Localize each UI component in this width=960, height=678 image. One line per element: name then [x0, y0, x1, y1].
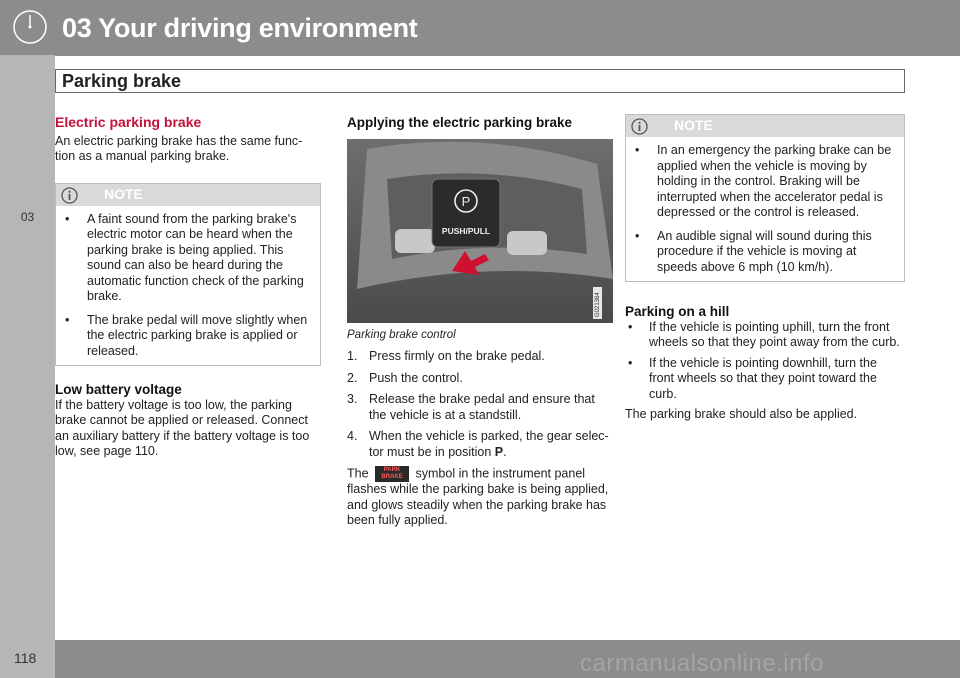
- left-margin: [0, 55, 55, 640]
- column-2: [347, 115, 613, 529]
- column-3: [625, 114, 905, 423]
- info-icon: [61, 187, 78, 204]
- note-list: [626, 137, 904, 281]
- photo-button-label: PUSH/PULL: [441, 225, 491, 236]
- hill-list: [625, 320, 905, 403]
- step-item: 4. When the vehicle is parked, the gear selec-tor must be in position P.: [347, 429, 609, 459]
- hill-end-text: The parking brake should also be applied.: [625, 407, 858, 421]
- note-list: [56, 206, 320, 366]
- parking-brake-photo: [347, 139, 613, 323]
- info-icon: [631, 118, 648, 135]
- parking-brake-control-illustration: [347, 139, 613, 323]
- hill-item: • If the vehicle is pointing downhill, turn the front wheels so that they point toward the curb.: [625, 356, 905, 403]
- park-brake-icon: PARK BRAKE: [375, 466, 409, 482]
- chapter-title: 03 Your driving environment: [62, 13, 418, 43]
- note-title: NOTE: [104, 185, 143, 202]
- note-title: NOTE: [674, 117, 713, 133]
- page-number: 118: [14, 650, 37, 666]
- note-item: • The brake pedal will move slightly when the electric parking brake is applied or released.: [56, 313, 312, 360]
- note-header: [56, 184, 320, 206]
- note-header: [626, 115, 904, 137]
- column-1: [55, 115, 321, 460]
- section-bar: [55, 69, 905, 93]
- steps-list: [347, 349, 613, 460]
- heading-electric-parking-brake: Electric parking brake: [55, 114, 202, 130]
- step-item: 1. Press firmly on the brake pedal.: [347, 349, 545, 363]
- step-item: 3. Release the brake pedal and ensure that the vehicle is at a standstill.: [347, 392, 595, 422]
- note-box: [55, 183, 321, 367]
- symbol-paragraph: The PARK BRAKE symbol in the instrument panel flashes while the parking bake is being applied, and glows steadily when the parking brake has been fully applied.: [347, 466, 609, 527]
- photo-caption: Parking brake control: [347, 328, 456, 341]
- photo-code: G021364: [595, 291, 601, 317]
- intro-text: An electric parking brake has the same func-tion as a manual parking brake.: [55, 133, 303, 163]
- note-box: [625, 114, 905, 282]
- watermark: carmanualsonline.info: [580, 650, 824, 677]
- section-title: Parking brake: [62, 71, 182, 91]
- heading-low-battery: Low battery voltage: [55, 382, 182, 397]
- chapter-tab: 03: [20, 210, 35, 224]
- low-battery-text: If the battery voltage is too low, the parking brake cannot be applied or released. Connect an auxiliary battery if the battery voltage is too low, see page 110.: [55, 397, 310, 458]
- heading-applying-brake: Applying the electric parking brake: [347, 115, 573, 130]
- svg-text:P: P: [461, 193, 471, 209]
- chapter-header: [0, 0, 960, 56]
- step-item: 2. Push the control.: [347, 370, 463, 385]
- note-item: • An audible signal will sound during this procedure if the vehicle is moving at speeds above 6 mph (10 km/h).: [626, 229, 896, 276]
- note-item: • A faint sound from the parking brake's electric motor can be heard when the parking brake is being applied. This sound can also be heard during the automatic function check of the parking brake.: [56, 212, 312, 305]
- heading-parking-on-hill: Parking on a hill: [625, 304, 730, 319]
- gauge-icon: [12, 9, 48, 45]
- note-item: • In an emergency the parking brake can be applied when the vehicle is moving by holding in the control. Braking will be interrupted when the accelerator pedal is depressed or the control is released.: [626, 143, 896, 221]
- hill-item: • If the vehicle is pointing uphill, turn the front wheels so that they point away from the curb.: [625, 320, 905, 351]
